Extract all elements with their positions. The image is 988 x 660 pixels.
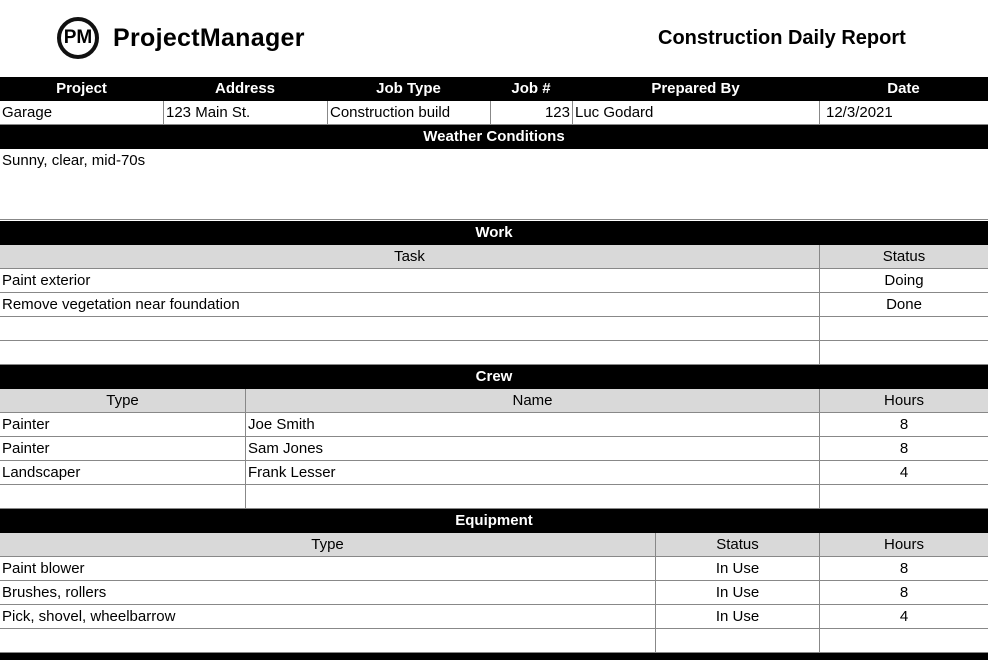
header-address: Address	[214, 80, 276, 97]
equipment-type-cell[interactable]	[0, 629, 655, 653]
equipment-type-cell[interactable]: Brushes, rollers	[2, 584, 107, 601]
work-status-cell[interactable]: Doing	[819, 269, 988, 293]
equipment-hours-cell[interactable]	[819, 629, 988, 653]
table-row	[0, 629, 988, 653]
header-project: Project	[56, 80, 107, 97]
work-header-task: Task	[394, 248, 425, 265]
report-title: Construction Daily Report	[658, 27, 906, 49]
table-row	[0, 317, 988, 341]
crew-type-cell[interactable]	[0, 485, 245, 509]
header-job-type: Job Type	[376, 80, 441, 97]
next-section-header	[0, 653, 988, 660]
header-job-number: Job #	[511, 80, 551, 97]
crew-type-cell[interactable]: Painter	[2, 416, 50, 433]
equipment-header-type: Type	[311, 536, 344, 553]
equipment-status-cell[interactable]: In Use	[655, 581, 819, 605]
crew-name-cell[interactable]	[245, 485, 819, 509]
table-row	[0, 557, 988, 581]
brand-name: ProjectManager	[113, 23, 305, 52]
work-task-cell[interactable]: Paint exterior	[2, 272, 91, 289]
equipment-column-headers	[0, 533, 988, 557]
table-row	[0, 341, 988, 365]
work-task-cell[interactable]: Remove vegetation near foundation	[2, 296, 240, 313]
crew-hours-cell[interactable]	[819, 485, 988, 509]
work-column-headers	[0, 245, 988, 269]
equipment-hours-cell[interactable]: 8	[819, 557, 988, 581]
crew-header-type: Type	[106, 392, 139, 409]
table-row	[0, 605, 988, 629]
crew-name-cell[interactable]: Joe Smith	[245, 413, 819, 437]
crew-header-hours: Hours	[819, 389, 988, 413]
equipment-header-status: Status	[655, 533, 819, 557]
crew-type-cell[interactable]: Painter	[2, 440, 50, 457]
crew-hours-cell[interactable]: 4	[819, 461, 988, 485]
project-info-row	[0, 101, 988, 125]
table-row	[0, 461, 988, 485]
weather-text-cell[interactable]: Sunny, clear, mid-70s	[0, 149, 988, 220]
equipment-hours-cell[interactable]: 8	[819, 581, 988, 605]
crew-name-cell[interactable]: Sam Jones	[245, 437, 819, 461]
crew-header-name: Name	[245, 389, 819, 413]
table-row	[0, 413, 988, 437]
equipment-type-cell[interactable]: Pick, shovel, wheelbarrow	[2, 608, 176, 625]
date-cell[interactable]: 12/3/2021	[819, 101, 988, 125]
equipment-status-cell[interactable]: In Use	[655, 605, 819, 629]
crew-column-headers	[0, 389, 988, 413]
weather-title: Weather Conditions	[423, 128, 565, 145]
crew-section-header	[0, 365, 988, 389]
work-section-header	[0, 221, 988, 245]
equipment-type-cell[interactable]: Paint blower	[2, 560, 85, 577]
work-task-cell[interactable]	[0, 317, 819, 341]
job-type-cell[interactable]: Construction build	[327, 101, 490, 125]
table-row	[0, 485, 988, 509]
work-status-cell[interactable]: Done	[819, 293, 988, 317]
crew-hours-cell[interactable]: 8	[819, 413, 988, 437]
work-title: Work	[475, 224, 513, 241]
equipment-header-hours: Hours	[819, 533, 988, 557]
crew-title: Crew	[475, 368, 513, 385]
prepared-by-cell[interactable]: Luc Godard	[572, 101, 819, 125]
table-row	[0, 437, 988, 461]
work-header-status: Status	[819, 245, 988, 269]
address-cell[interactable]: 123 Main St.	[163, 101, 327, 125]
crew-type-cell[interactable]: Landscaper	[2, 464, 81, 481]
crew-name-cell[interactable]: Frank Lesser	[245, 461, 819, 485]
equipment-status-cell[interactable]: In Use	[655, 557, 819, 581]
work-task-cell[interactable]	[0, 341, 819, 365]
equipment-title: Equipment	[455, 512, 533, 529]
table-row	[0, 581, 988, 605]
job-number-cell[interactable]: 123	[490, 101, 572, 125]
header-prepared-by: Prepared By	[651, 80, 740, 97]
work-status-cell[interactable]	[819, 341, 988, 365]
table-row	[0, 293, 988, 317]
header-date: Date	[887, 80, 920, 97]
weather-section-header	[0, 125, 988, 149]
table-row	[0, 269, 988, 293]
project-cell[interactable]: Garage	[2, 104, 53, 121]
pm-logo-icon: PM	[57, 17, 99, 59]
equipment-status-cell[interactable]	[655, 629, 819, 653]
equipment-section-header	[0, 509, 988, 533]
equipment-hours-cell[interactable]: 4	[819, 605, 988, 629]
crew-hours-cell[interactable]: 8	[819, 437, 988, 461]
work-status-cell[interactable]	[819, 317, 988, 341]
project-info-header-row	[0, 77, 988, 101]
logo	[57, 15, 305, 61]
